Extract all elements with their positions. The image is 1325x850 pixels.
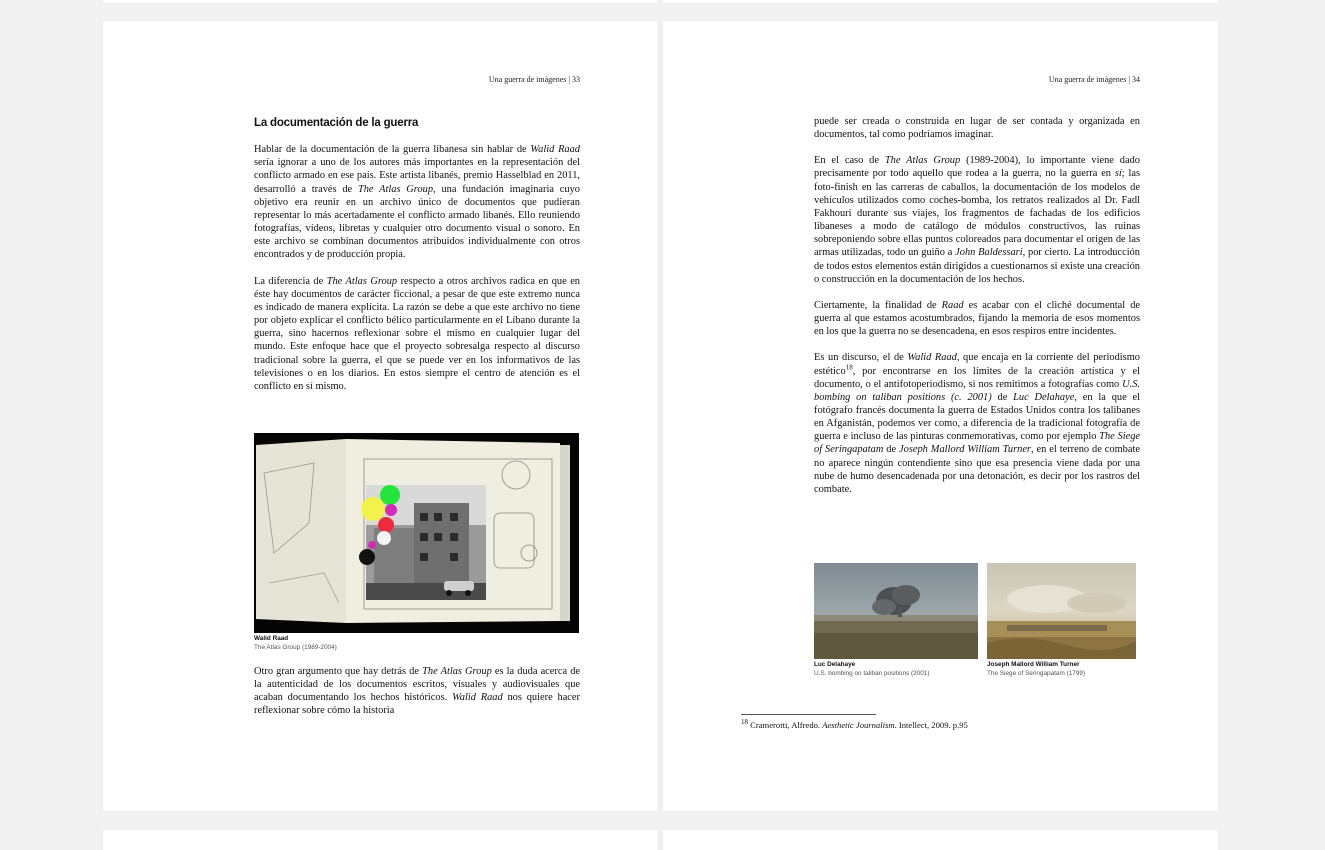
figure-turner (987, 563, 1137, 678)
atlas-group-book-image (254, 433, 579, 633)
text-column-lower (254, 665, 580, 731)
paragraph: La diferencia de The Atlas Group respecto a otros archivos radica en que en éste hay documentos de carácter ficcional, a pesar de que este extremo nunca es indicado de manera explícita. La razón se debe a que este archivo no tiene por objeto explicar el conflicto bélico particularmente en el Líbano durante la guerra, sino hacernos reflexionar sobre el mismo en cualquier lugar del mundo. Este enfoque hace que el proyecto sobresalga respecto al discurso tradicional sobre la guerra, el que se puede ver en los informativos de las televisiones o en los diarios. En estos siempre el centro de atención es el conflicto en sí mismo. (254, 275, 581, 392)
page-34 (663, 21, 1218, 811)
section-title: La documentación de la guerra (254, 117, 419, 129)
page-33 (103, 21, 658, 811)
running-header: Una guerra de imágenes | 33 (488, 75, 580, 84)
delahaye-photo (814, 563, 978, 659)
figure-caption-title: U.S. bombing on taliban positions (2001) (814, 669, 930, 677)
figure-caption-author: Luc Delahaye (814, 661, 856, 668)
paragraph: En el caso de The Atlas Group (1989-2004), lo importante viene dado precisamente por todo aquello que rodea a la guerra, no la guerra en sí; las foto-finish en las carreras de caballos, la documentación de los modelos de vehículos utilizados como coches-bomba, los retratos realizados al Dr. Fadl Fakhouri durante sus viajes, los fragmentos de fachadas de los edificios libaneses a modo de catálogo de módulos constructivos, las ruinas sobreponiendo sobre ellas puntos coloreados para documentar el origen de las armas utilizadas, todo un guiño a John Baldessari, por cierto. La introducción de todos estos elementos están dirigidos a cuestionarnos si existe una creación o construcción en la documentación de los hechos. (814, 155, 1140, 285)
figure-caption-title: The Atlas Group (1989-2004) (254, 643, 337, 651)
next-page-left (103, 830, 658, 850)
figure-caption-author: Joseph Mallord William Turner (987, 661, 1080, 668)
previous-page-right (663, 0, 1218, 3)
paragraph: Otro gran argumento que hay detrás de The Atlas Group es la duda acerca de la autenticidad de los documentos escritos, visuales y audiovisuales que acaban documentando los hechos históricos. Walid Raad nos quiere hacer reflexionar sobre cómo la historia (254, 666, 581, 717)
dot (380, 485, 400, 505)
running-header: Una guerra de imágenes | 34 (1048, 75, 1140, 84)
dot (359, 549, 375, 565)
figure-caption-author: Walid Raad (254, 635, 289, 642)
paragraph: Es un discurso, el de Walid Raad, que encaja en la corriente del periodismo estético$^{18}$, por encontrarse en los límites de la creación artística y el documento, o el antifotoperiodismo, si nos remitimos a fotografías como U.S. bombing on taliban positions (c. 2001) de Luc Delahaye, en la que el fotógrafo francés documenta la guerra de Estados Unidos contra los talibanes en Afganistán, podemos ver como, a diferencia de la tradicional fotografía de guerra e incluso de las pinturas conmemorativas, como por ejemplo The Siege of Seringapatam de Joseph Mallord William Turner, en el terreno de combate no aparece ningún contendiente sino que esa presencia viene dada por una nube de humo desencadenada por una detonación, es decir por los rastros del combate. (814, 352, 1141, 495)
figure-caption-title: The Siege of Seringapatam (1799) (987, 669, 1086, 677)
figure-atlas-group (254, 433, 579, 652)
paragraph: Hablar de la documentación de la guerra libanesa sin hablar de Walid Raad sería ignorar a uno de los autores más importantes en la representación del conflicto armado en ese país. Este artista libanés, premio Hasselblad en 2011, desarrolló a través de The Atlas Group, una fundación imaginaria cuyo objetivo era reunir en un archivo único de documentos que pudieran representar lo más acertadamente el conflicto armado libanés. Ello reuniendo fotografías, vídeos, libretas y cualquier otro documento visual o sonoro. En este archivo se combinan documentos atribuidos individualmente con otros encontrados y de producción propia. (254, 144, 581, 261)
text-column (254, 117, 580, 406)
dot (368, 541, 376, 549)
paragraph: puede ser creada o construida en lugar de ser contada y organizada en documentos, tal como podríamos imaginar. (814, 116, 1140, 141)
next-page-right (663, 830, 1218, 850)
footnote: $^{18}$ Cramerotti, Alfredo. Aesthetic Journalism. Intellect, 2009. p.95 (741, 718, 968, 730)
dot (385, 504, 397, 516)
figure-delahaye (814, 563, 978, 678)
dot (378, 517, 394, 533)
turner-painting (987, 563, 1136, 659)
dot (361, 497, 385, 521)
paragraph: Ciertamente, la finalidad de Raad es acabar con el cliché documental de guerra al que estamos acostumbrados, fijando la memoria de esos momentos en los que la guerra no se desencadena, en esos respiros entre incidentes. (814, 299, 1140, 338)
text-column (814, 115, 1140, 509)
previous-page-left (103, 0, 658, 3)
footnote-divider (741, 714, 876, 715)
